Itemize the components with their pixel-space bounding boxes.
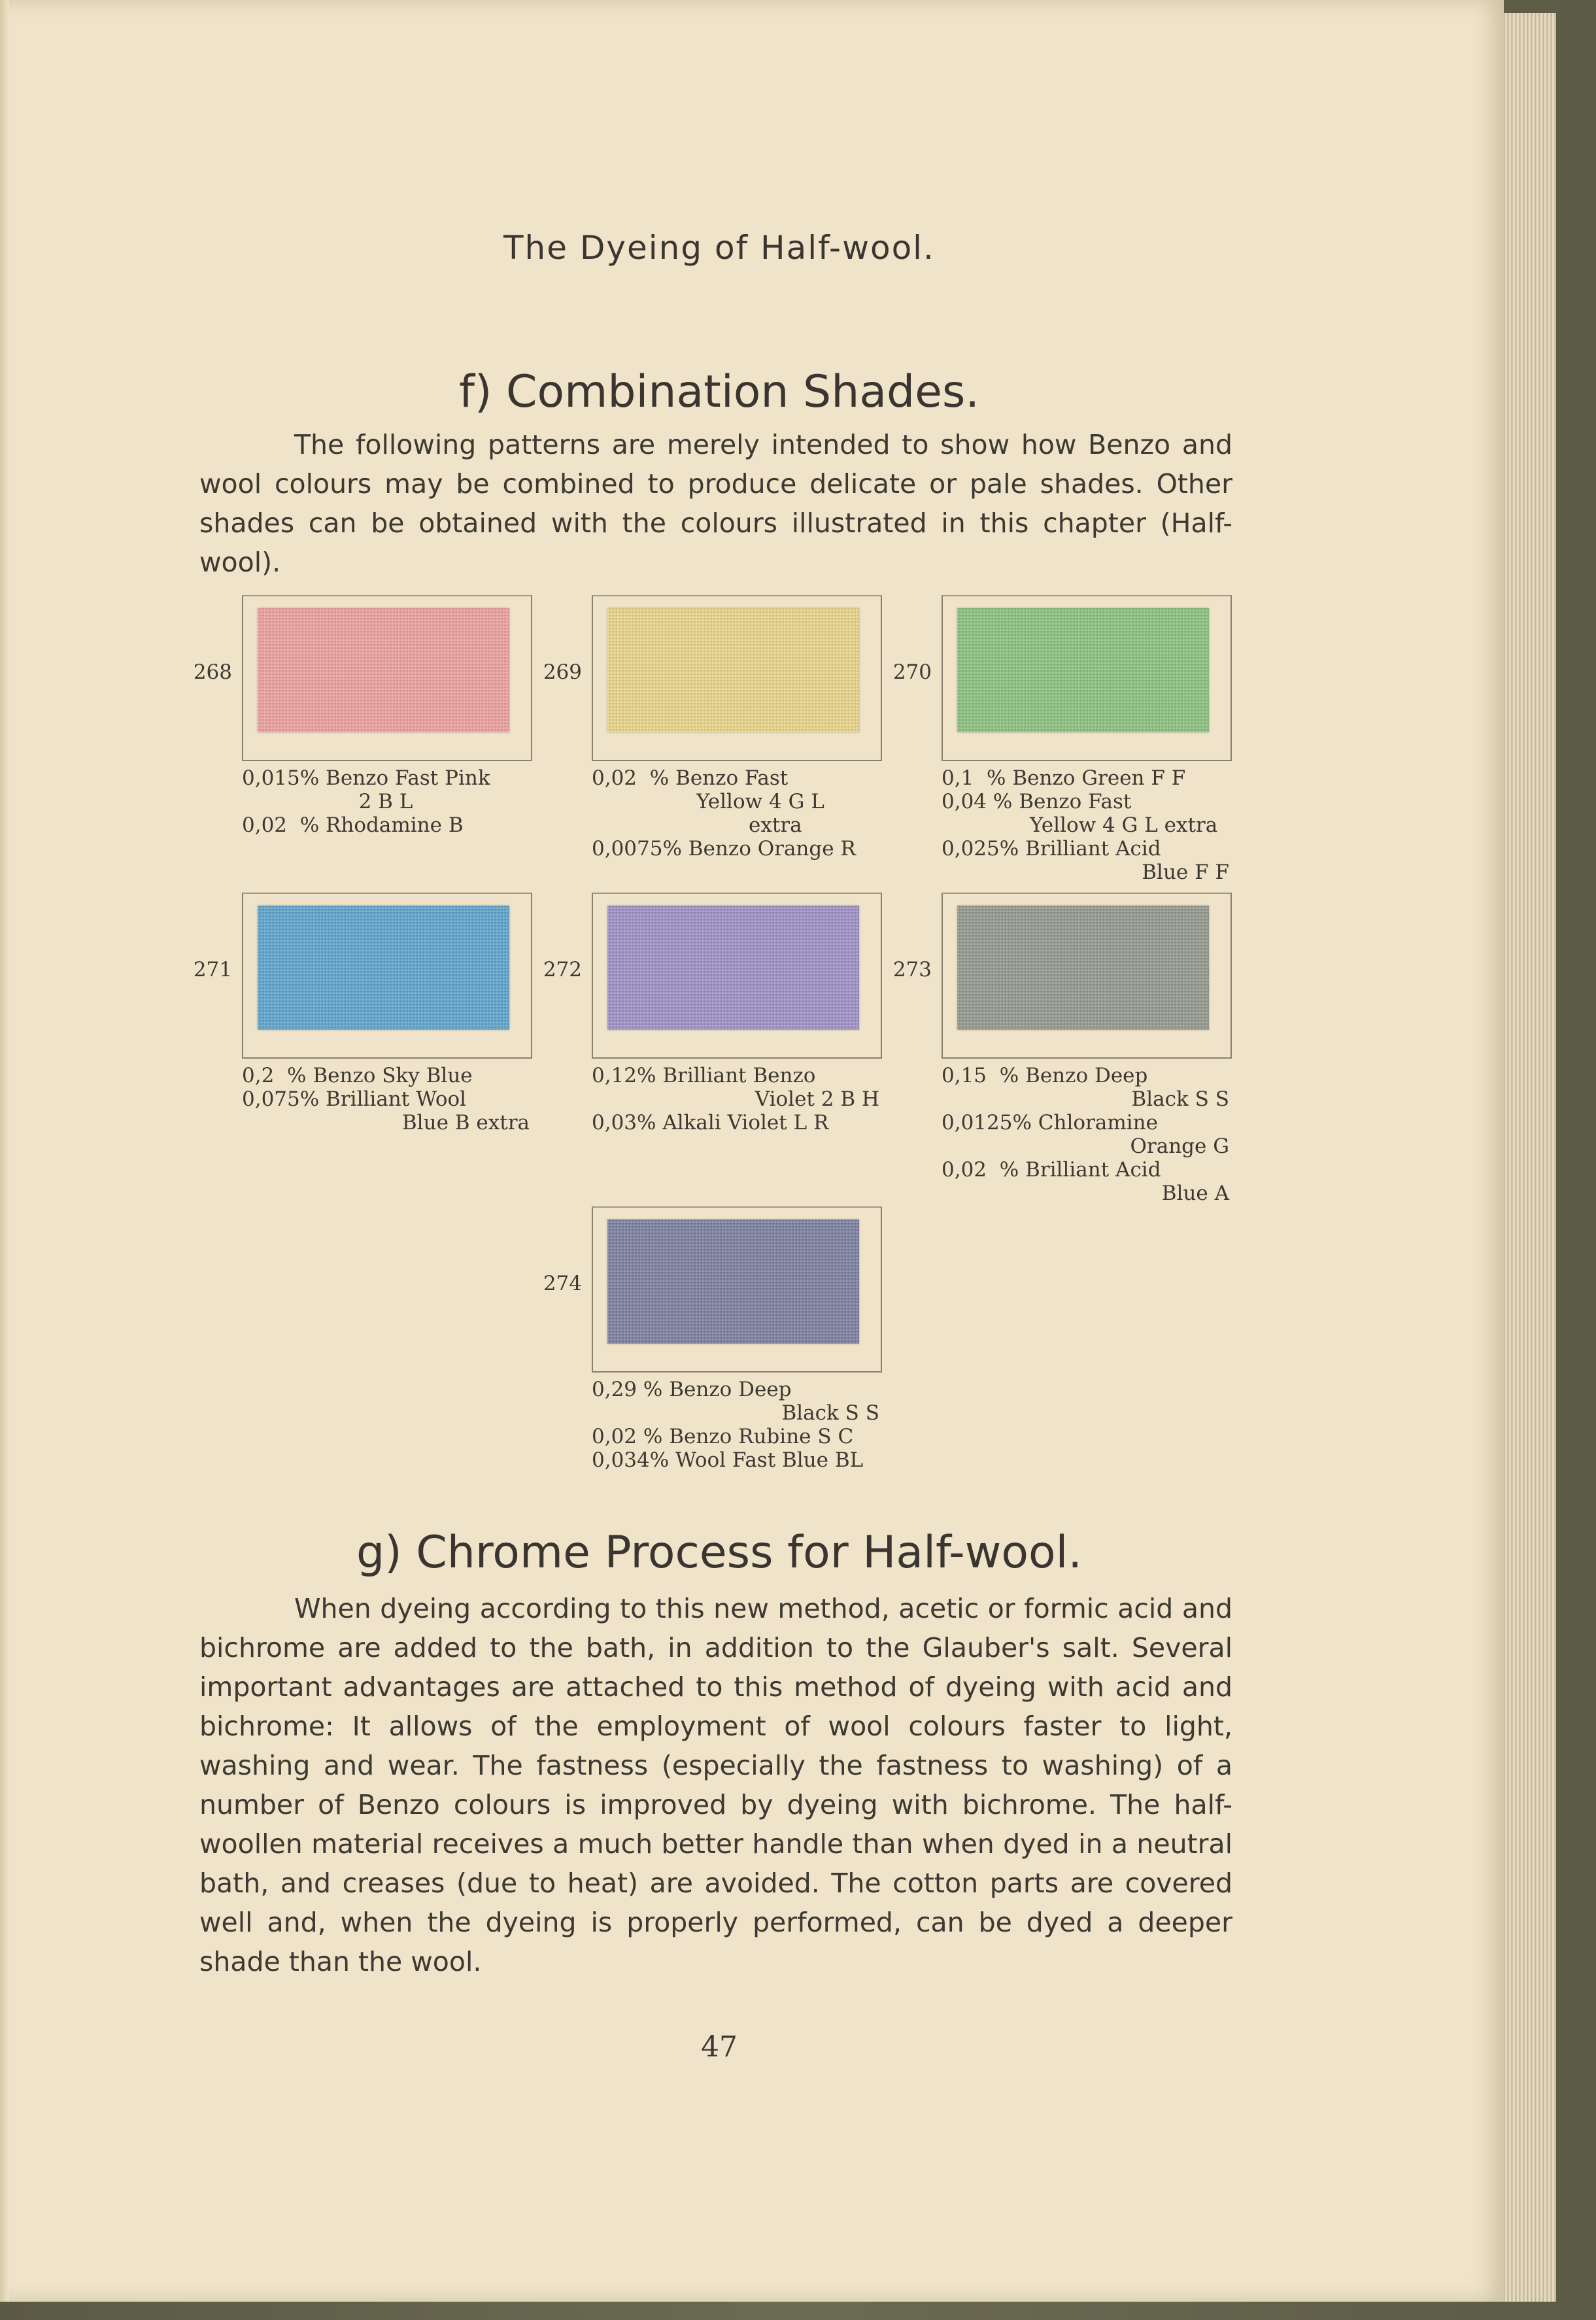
recipe-line: 0,29 % Benzo Deep [592, 1378, 792, 1401]
recipe-line: 0,12% Brilliant Benzo [592, 1064, 816, 1087]
page-edges [1497, 13, 1556, 2302]
recipe-line: Blue F F [1142, 861, 1229, 884]
swatch-frame [592, 595, 882, 761]
recipe [242, 766, 530, 837]
recipe [942, 1064, 1229, 1205]
recipe [592, 1064, 879, 1134]
recipe-line: 0,2 % Benzo Sky Blue [242, 1064, 473, 1087]
sample-number: 268 [193, 660, 232, 684]
fabric-swatch [607, 1220, 859, 1344]
recipe [242, 1064, 530, 1134]
sample-number: 274 [543, 1272, 582, 1295]
swatch-frame [242, 893, 532, 1059]
recipe-line: 0,15 % Benzo Deep [942, 1064, 1148, 1087]
running-head: The Dyeing of Half-wool. [503, 229, 935, 267]
fabric-swatch [607, 906, 859, 1030]
sample-269 [543, 595, 889, 902]
section-g-title: g) Chrome Process for Half-wool. [356, 1527, 1083, 1578]
recipe-line: 0,02 % Benzo Fast [592, 766, 789, 790]
section-f-paragraph: The following patterns are merely intended to show how Benzo and wool colours may be combined to produce delicate or pale shades. Other shades can be obtained with the colours illustrated in this chapter (Half-wool). [199, 429, 1232, 578]
sample-273 [892, 893, 1239, 1205]
fabric-swatch [957, 906, 1209, 1030]
sample-272 [543, 893, 889, 1200]
recipe-line: 0,02 % Brilliant Acid [942, 1158, 1161, 1182]
recipe-line: Black S S [781, 1401, 879, 1425]
recipe [942, 766, 1229, 884]
swatch-frame [242, 595, 532, 761]
swatch-frame [942, 595, 1232, 761]
section-g-paragraph: When dyeing according to this new method, acetic or formic acid and bichrome are added to the bath, in addition to the Glauber's salt. Several important advantages are attached to this method of dyeing with acid and bichrome: It allows of the employment of wool colours faster to light, washing and wear. The fastness (especially the fastness to washing) of a number of Benzo colours is improved by dyeing with bichrome. The half-woollen material receives a much better handle than when dyed in a neutral bath, and creases (due to heat) are avoided. The cotton parts are covered well and, when the dyeing is properly performed, can be dyed a deeper shade than the wool. [199, 1593, 1232, 1977]
recipe-line: Violet 2 B H [755, 1087, 879, 1111]
recipe-line: 0,1 % Benzo Green F F [942, 766, 1186, 790]
recipe-line: Black S S [1131, 1087, 1229, 1111]
sample-number: 273 [892, 958, 932, 981]
recipe [592, 1378, 879, 1472]
recipe [592, 766, 879, 861]
recipe-line: 0,034% Wool Fast Blue BL [592, 1448, 864, 1472]
swatch-frame [592, 893, 882, 1059]
recipe-line: 0,025% Brilliant Acid [942, 837, 1161, 861]
recipe-line: Yellow 4 G L extra [1030, 813, 1218, 837]
fabric-swatch [258, 906, 509, 1030]
recipe-line: 0,0125% Chloramine [942, 1111, 1158, 1134]
recipe-line: Orange G [1130, 1134, 1229, 1158]
sample-270 [892, 595, 1239, 902]
recipe-line: 0,03% Alkali Violet L R [592, 1111, 829, 1134]
recipe-line: 0,04 % Benzo Fast [942, 790, 1132, 813]
sample-number: 271 [193, 958, 232, 981]
recipe-line: Yellow 4 G L [696, 790, 824, 813]
recipe-line: Blue A [1161, 1182, 1229, 1205]
recipe-line: Blue B extra [401, 1111, 530, 1134]
recipe-line: 2 B L [358, 790, 413, 813]
gutter [0, 0, 9, 2302]
recipe-line: 0,02 % Rhodamine B [242, 813, 464, 837]
sample-271 [193, 893, 539, 1200]
fabric-swatch [607, 608, 859, 732]
fabric-swatch [258, 608, 509, 732]
swatch-frame [942, 893, 1232, 1059]
recipe-line: 0,02 % Benzo Rubine S C [592, 1425, 854, 1448]
recipe-line: 0,015% Benzo Fast Pink [242, 766, 490, 790]
recipe-line: extra [749, 813, 802, 837]
sample-number: 269 [543, 660, 582, 684]
fabric-swatch [957, 608, 1209, 732]
sample-number: 272 [543, 958, 582, 981]
page-number: 47 [701, 2030, 738, 2064]
sample-268 [193, 595, 539, 902]
swatch-frame [592, 1206, 882, 1373]
sample-274 [543, 1206, 889, 1514]
recipe-line: 0,075% Brilliant Wool [242, 1087, 467, 1111]
recipe-line: 0,0075% Benzo Orange R [592, 837, 856, 861]
sample-number: 270 [892, 660, 932, 684]
section-f-title: f) Combination Shades. [458, 366, 980, 418]
